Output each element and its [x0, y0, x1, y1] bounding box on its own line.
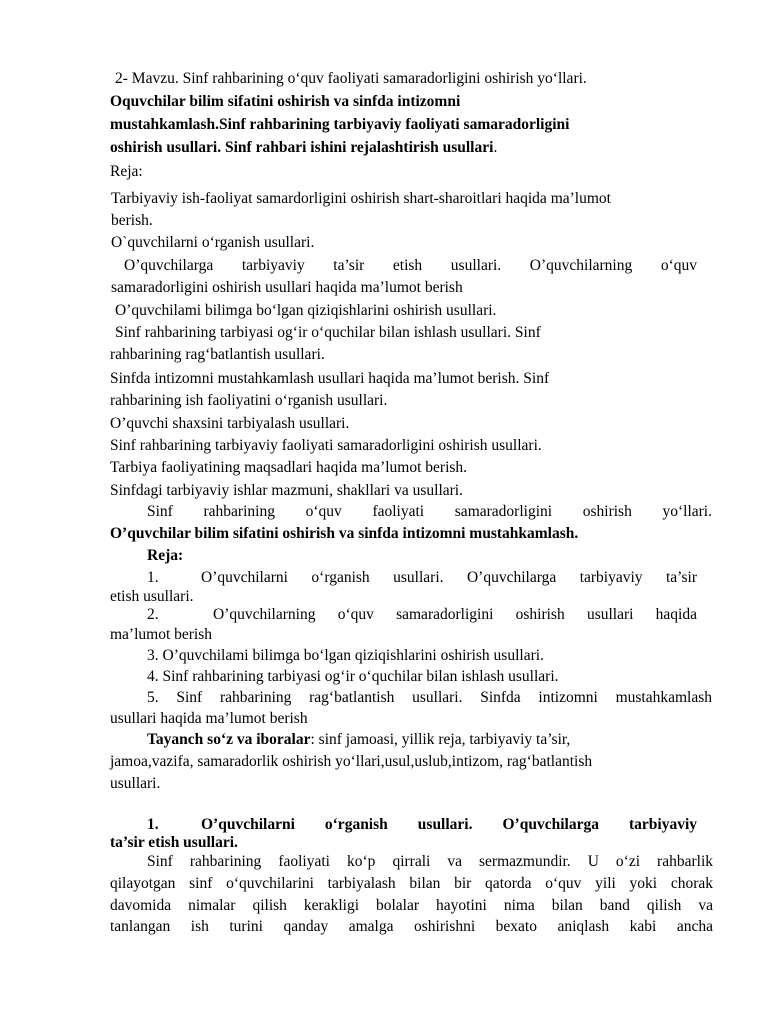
keywords-line-1 [147, 730, 570, 750]
numbered-item-continuation: etish usullari. [110, 588, 194, 605]
numbered-item-text: O’quvchilarni o‘rganish usullari. O’quvchilarga tarbiyaviy ta’sir [201, 569, 697, 586]
body-paragraph-line: tanlangan ish turini qanday amalga oshirishni bexato aniqlash kabi ancha [110, 918, 713, 935]
plan-label: Reja: [110, 163, 143, 180]
plan-label-2: Reja: [147, 547, 184, 564]
numbered-item-text: Sinf rahbarining tarbiyasi og‘ir o‘quchilar bilan ishlash usullari. [162, 668, 559, 685]
section1-heading-continuation: ta’sir etish usullari. [110, 834, 238, 851]
keywords-line-2: jamoa,vazifa, samaradorlik oshirish yo‘llari,usul,uslub,intizom, rag‘batlantish [110, 753, 593, 770]
keywords-text: : sinf jamoasi, yillik reja, tarbiyaviy ta’sir, [310, 731, 571, 748]
numbered-item-number: 2. [147, 606, 159, 623]
numbered-item-4 [147, 667, 559, 687]
plan-line: Tarbiyaviy ish-faoliyat samardorligini oshirish shart-sharoitlari haqida ma’lumot [111, 190, 611, 207]
numbered-item-continuation: usullari haqida ma’lumot berish [110, 710, 308, 727]
plan-line: Tarbiya faoliyatining maqsadlari haqida ma’lumot berish. [110, 459, 468, 476]
bold-title-line-1: Oquvchilar bilim sifatini oshirish va sinfda intizomni [110, 93, 461, 110]
numbered-item-number: 1. [147, 569, 159, 586]
numbered-item-5 [147, 688, 712, 708]
numbered-item-number: 5. [147, 689, 159, 706]
plan-line: berish. [111, 212, 153, 229]
plan-line: rahbarining ish faoliyatini o‘rganish usullari. [110, 392, 388, 409]
plan-line: O`quvchilarni o‘rganish usullari. [111, 234, 315, 251]
plan-line: Sinf rahbarining tarbiyaviy faoliyati samaradorligini oshirish usullari. [110, 437, 542, 454]
section1-heading-number: 1. [147, 816, 159, 833]
bold-title-line-3-text: oshirish usullari. Sinf rahbari ishini rejalashtirish usullari [110, 139, 494, 156]
numbered-item-text: O’quvchilami bilimga bo‘lgan qiziqishlarini oshirish usullari. [162, 647, 544, 664]
bold-title-line-3 [110, 138, 497, 158]
numbered-item-number: 3. [147, 647, 159, 664]
numbered-item-text: O’quvchilarning o‘quv samaradorligini oshirish usullari haqida [213, 606, 697, 623]
plan-line: Sinf rahbarining tarbiyasi og‘ir o‘quchilar bilan ishlash usullari. Sinf [115, 324, 541, 341]
plan-line: O’quvchilarga tarbiyaviy ta’sir etish usullari. O’quvchilarning o‘quv [124, 257, 697, 274]
plan-line: O’quvchilami bilimga bo‘lgan qiziqishlarini oshirish usullari. [115, 302, 497, 319]
numbered-item-continuation: ma’lumot berish [110, 626, 213, 643]
keywords-label: Tayanch so‘z va iboralar [147, 731, 311, 748]
keywords-line-3: usullari. [110, 775, 161, 792]
bold-title-period: . [493, 139, 498, 156]
body-paragraph-line: davomida nimalar qilish kerakligi bolalar hayotini nima bilan band qilish va [110, 897, 713, 914]
plan-line: rahbarining rag‘batlantish usullari. [110, 346, 325, 363]
plan-line: Sinfda intizomni mustahkamlash usullari haqida ma’lumot berish. Sinf [110, 370, 550, 387]
plan-line: samaradorligini oshirish usullari haqida ma’lumot berish [111, 279, 463, 296]
section-title-line: Sinf rahbarining o‘quv faoliyati samaradorligini oshirish yo‘llari. [147, 503, 712, 520]
numbered-item-3 [147, 646, 544, 666]
body-paragraph-line: Sinf rahbarining faoliyati ko‘p qirrali va sermazmundir. U o‘zi rahbarlik [147, 853, 713, 870]
plan-line: O’quvchi shaxsini tarbiyalash usullari. [110, 415, 350, 432]
topic-title-line: 2- Mavzu. Sinf rahbarining o‘quv faoliyati samaradorligini oshirish yo‘llari. [115, 70, 587, 87]
section-subtitle: O’quvchilar bilim sifatini oshirish va sinfda intizomni mustahkamlash. [110, 525, 579, 542]
numbered-item-number: 4. [147, 668, 159, 685]
bold-title-line-2: mustahkamlash.Sinf rahbarining tarbiyaviy faoliyati samaradorligini [110, 116, 570, 133]
body-paragraph-line: qilayotgan sinf o‘quvchilarini tarbiyalash bilan bir qatorda o‘quv yili yoki chorak [110, 875, 713, 892]
numbered-item-text: Sinf rahbarining rag‘batlantish usullari. Sinfda intizomni mustahkamlash [176, 689, 713, 706]
section1-heading-text: O’quvchilarni o‘rganish usullari. O’quvchilarga tarbiyaviy [201, 816, 697, 833]
plan-line: Sinfdagi tarbiyaviy ishlar mazmuni, shakllari va usullari. [110, 482, 463, 499]
